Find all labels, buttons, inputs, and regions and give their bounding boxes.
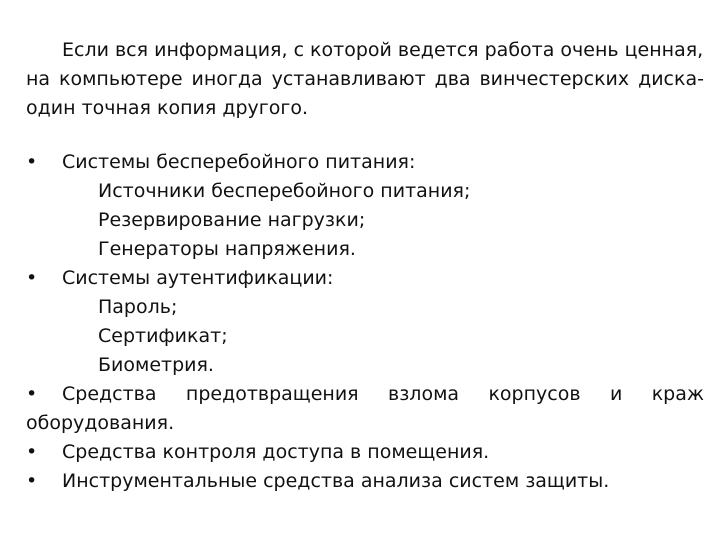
bullet-tools: Инструментальные средства анализа систем защиты. (62, 470, 610, 492)
paragraph-word: два (434, 68, 471, 90)
paragraph-word: иногда (191, 68, 263, 90)
bullet-marker: • (26, 383, 38, 405)
paragraph-word: устанавливают (271, 68, 426, 90)
bullet-ups-title: Системы бесперебойного питания: (62, 151, 416, 173)
paragraph-line-3: один точная копия другого. (26, 97, 309, 119)
bullet-marker: • (26, 470, 38, 492)
auth-subitem: Пароль; (98, 296, 178, 318)
bullet-theft-title (62, 380, 704, 409)
theft-word: Средства (62, 383, 157, 405)
bullet-auth-title: Системы аутентификации: (62, 267, 334, 289)
theft-word: корпусов (488, 383, 581, 405)
paragraph-word: компьютере (59, 68, 183, 90)
bullet-access: Средства контроля доступа в помещения. (62, 441, 490, 463)
theft-word: взлома (388, 383, 460, 405)
paragraph-line-2 (26, 65, 704, 94)
paragraph-word: винчестерских (479, 68, 630, 90)
bullet-theft-continuation: оборудования. (26, 412, 175, 434)
ups-subitem: Источники бесперебойного питания; (98, 180, 471, 202)
auth-subitem: Биометрия. (98, 354, 214, 376)
theft-word: краж (651, 383, 704, 405)
theft-word: предотвращения (185, 383, 359, 405)
auth-subitem: Сертификат; (98, 325, 228, 347)
ups-subitem: Резервирование нагрузки; (98, 209, 366, 231)
bullet-marker: • (26, 151, 38, 173)
theft-word: и (609, 383, 623, 405)
paragraph-line-1: Если вся информация, с которой ведется работа очень ценная, (62, 39, 704, 61)
ups-subitem: Генераторы напряжения. (98, 238, 356, 260)
bullet-marker: • (26, 267, 38, 289)
paragraph-word: на (26, 68, 51, 90)
paragraph-word: диска- (638, 68, 704, 90)
bullet-marker: • (26, 441, 38, 463)
